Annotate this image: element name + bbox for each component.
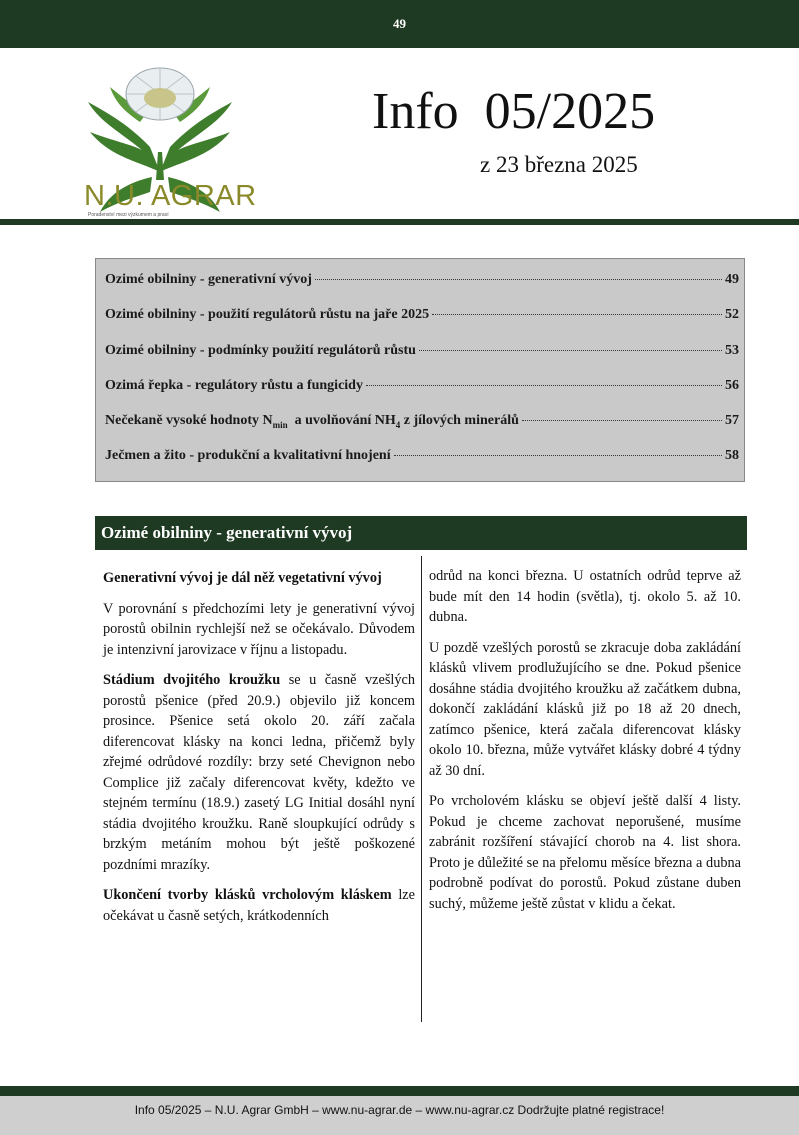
header-rule: [0, 219, 799, 225]
page-number: 49: [393, 16, 406, 31]
toc-item-page: 56: [725, 378, 739, 393]
toc-item-label: Nečekaně vysoké hodnoty $N_{min}$ a uvolňování $NH_4$ z jílových minerálů: [105, 413, 519, 430]
toc-item-label: Ozimé obilniny - podmínky použití regulátorů růstu: [105, 343, 416, 358]
column-divider: [421, 556, 422, 1022]
paragraph: odrůd na konci března. U ostatních odrůd teprve až bude mít den 14 hodin (světla), tj. okolo 5. až 10. dubna.: [429, 568, 741, 625]
toc-item-page: 52: [725, 307, 739, 322]
toc-item[interactable]: [105, 413, 739, 435]
table-of-contents: [95, 258, 745, 482]
article-column-left: [103, 568, 415, 936]
paragraph: Ukončení tvorby klásků vrcholovým kláskem lze očekávat u časně setých, krátkodenních: [103, 887, 415, 924]
toc-item[interactable]: [105, 448, 739, 470]
toc-item-label: Ozimé obilniny - použití regulátorů růstu na jaře 2025: [105, 307, 430, 322]
paragraph: U pozdě vzešlých porostů se zkracuje doba zakládání klásků vlivem prodlužujícího se dne. Pokud pšenice dosáhne stádia dvojitého kroužku až začátkem dubna, dokončí zakládání klásků již po 18 až 20 dnech, zatímco pšenice, která začala diferencovat klásky okolo 10. března, může vytvářet klásky dobré 4 týdny až 30 dní.: [429, 639, 741, 779]
paragraph: V porovnání s předchozími lety je generativní vývoj porostů obilnin rychlejší než se očekávalo. Důvodem je intenzivní jarovizace v říjnu a listopadu.: [103, 600, 415, 658]
toc-item[interactable]: [105, 272, 739, 294]
paragraph: Po vrcholovém klásku se objeví ještě další 4 listy. Pokud je chceme zachovat neporušené, musíme zabránit rozšíření stávající chorob na 4. list shora. Proto je důležité se na přelomu měsíce března a dubna podrobně podívat do porostů. Pokud zůstane duben suchý, můžeme ještě zůstat v klidu a čekat.: [429, 793, 741, 912]
logo-tagline: Poradenství mezi výzkumem a praxí: [88, 212, 169, 218]
page-title: Info 05/2025: [372, 83, 656, 140]
toc-item-label: Ozimé obilniny - generativní vývoj: [105, 272, 312, 287]
toc-leader: [394, 455, 722, 456]
toc-item[interactable]: [105, 343, 739, 365]
article-column-right: [429, 566, 741, 924]
issue-date: z 23 března 2025: [480, 152, 638, 177]
footer-rule: [0, 1086, 799, 1096]
logo-name: N.U. AGRAR: [84, 180, 257, 212]
toc-leader: [432, 314, 722, 315]
toc-leader: [315, 279, 722, 280]
toc-item-page: 53: [725, 343, 739, 358]
toc-item-page: 58: [725, 448, 739, 463]
paragraph: Stádium dvojitého kroužku se u časně vzešlých porostů pšenice (před 20.9.) objevilo již koncem prosince. Pšenice setá okolo 20. září začala diferencovat klásky na konci ledna, přičemž byly zřejmé odrůdové rozdíly: brzy seté Chevignon nebo Complice již začaly diferencovat květy, kdežto ve stejném termínu (18.9.) zasetý LG Initial dosáhl nyní stádia dvojitého kroužku. Raně sloupkující odrůdy s brzkým metáním mohou být ještě poškozené pozdními mrazíky.: [103, 672, 415, 873]
toc-item-label: Ozimá řepka - regulátory růstu a fungicidy: [105, 378, 363, 393]
section-heading: Ozimé obilniny - generativní vývoj: [95, 516, 747, 550]
toc-item-label: Ječmen a žito - produkční a kvalitativní hnojení: [105, 448, 391, 463]
toc-item[interactable]: [105, 307, 739, 329]
footer-text: Info 05/2025 – N.U. Agrar GmbH – www.nu-agrar.de – www.nu-agrar.cz Dodržujte platné registrace!: [134, 1103, 665, 1117]
toc-item-page: 57: [725, 413, 739, 428]
article-subheading: Generativní vývoj je dál něž vegetativní vývoj: [103, 570, 382, 586]
toc-leader: [522, 420, 722, 421]
toc-leader: [419, 350, 722, 351]
toc-leader: [366, 385, 722, 386]
toc-item-page: 49: [725, 272, 739, 287]
toc-item[interactable]: [105, 378, 739, 400]
